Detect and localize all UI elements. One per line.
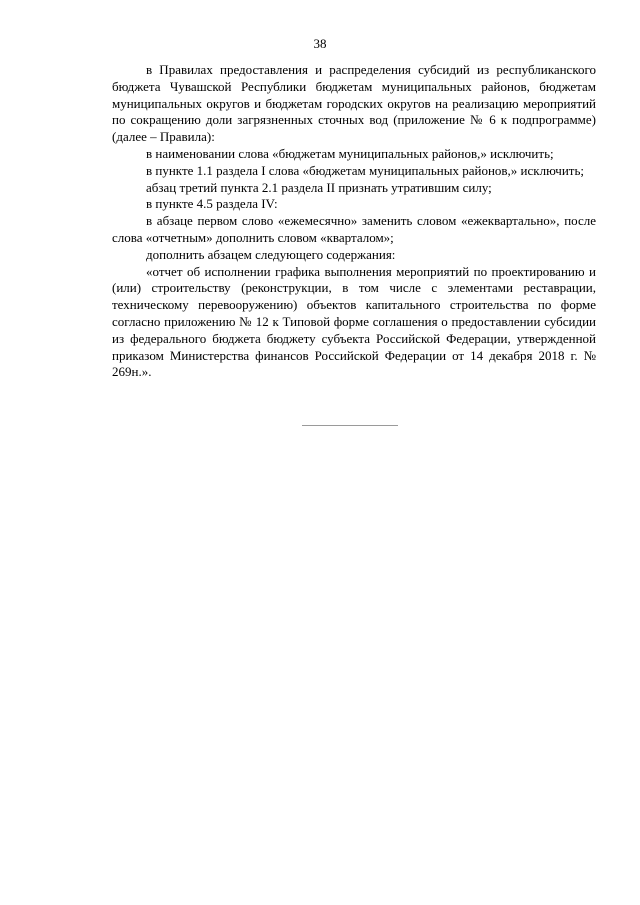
paragraph-first-abzats-amendment: в абзаце первом слово «ежемесячно» заменить словом «ежеквартально», после слова «отчетным» дополнить словом «кварталом»;	[112, 213, 596, 245]
paragraph-section-1-amendment: в пункте 1.1 раздела I слова «бюджетам муниципальных районов,» исключить;	[146, 162, 585, 178]
paragraph-section-2-amendment: абзац третий пункта 2.1 раздела II признать утратившим силу;	[146, 179, 492, 195]
page-number: 38	[313, 36, 327, 51]
paragraph-quoted-report-text: «отчет об исполнении графика выполнения мероприятий по проектированию и (или) строительству (реконструкции, в том числе с элементами реставрации, техническому перевооружению) объектов капитального строительства по форме согласно приложению № 12 к Типовой форме соглашения о предоставлении субсидии из федерального бюджета бюджету субъекта Российской Федерации, утвержденной приказом Министерства финансов Российской Федерации от 14 декабря 2018 г. № 269н.».	[112, 263, 596, 380]
paragraph-add-abzats: дополнить абзацем следующего содержания:	[146, 246, 396, 262]
paragraph-section-4-intro: в пункте 4.5 раздела IV:	[146, 196, 278, 212]
end-separator-line	[302, 425, 398, 426]
paragraph-rules-intro: в Правилах предоставления и распределения субсидий из республиканского бюджета Чувашской Республики бюджетам муниципальных районов, бюджетам муниципальных округов и бюджетам городских округов на реализацию мероприятий по сокращению доли загрязненных сточных вод (приложение № 6 к подпрограмме) (далее – Правила):	[112, 62, 596, 145]
document-body	[112, 62, 596, 381]
paragraph-title-amendment: в наименовании слова «бюджетам муниципальных районов,» исключить;	[146, 145, 554, 161]
